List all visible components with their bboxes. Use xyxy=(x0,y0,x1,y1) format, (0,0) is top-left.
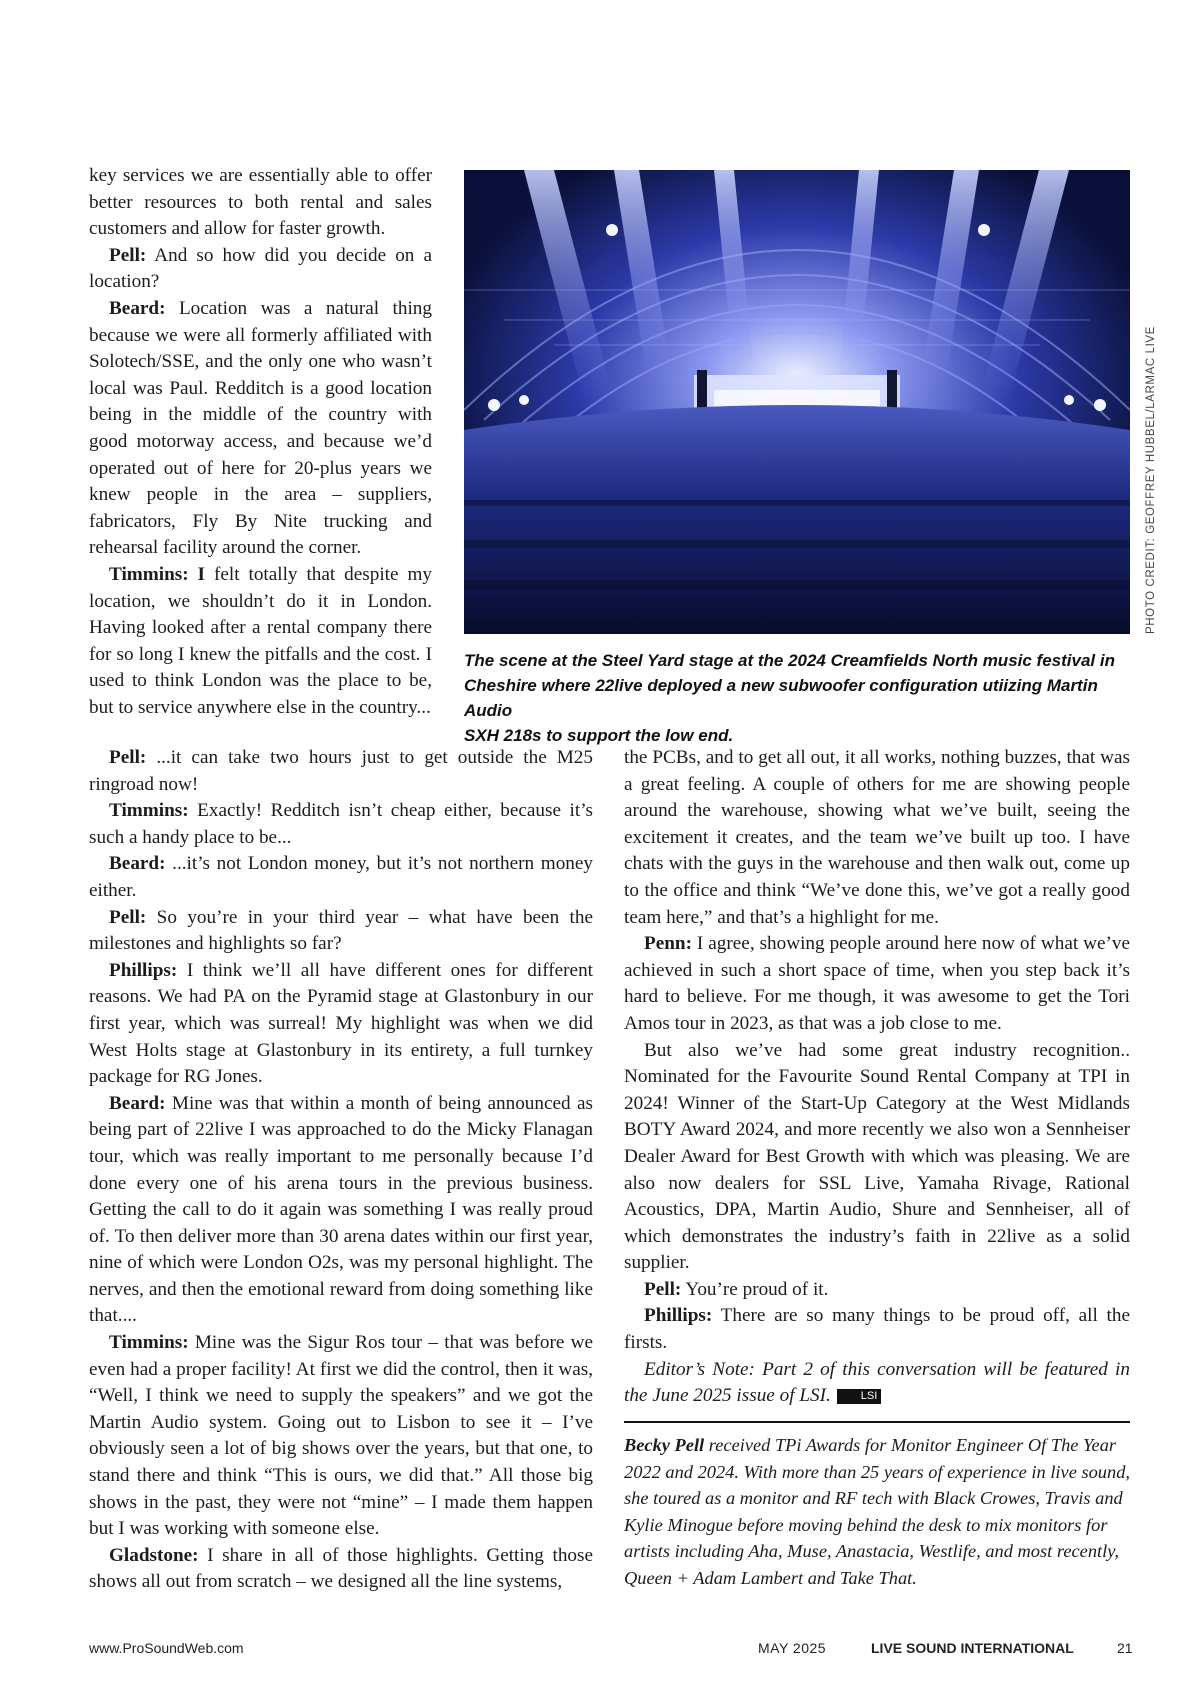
paragraph: Pell: So you’re in your third year – what have been the milestones and highlights so far? xyxy=(89,906,593,955)
footer-date: MAY 2025 xyxy=(758,1640,827,1656)
author-bio: Becky Pell received TPi Awards for Monitor Engineer Of The Year 2022 and 2024. With more than 25 years of experience in live sound, she toured as a monitor and RF tech with Black Crowes, Travis and Kylie Minogue before moving behind the desk to mix monitors for artists including Aha, Muse, Anastacia, Westlife, and most recently, Queen + Adam Lambert and Take That. xyxy=(624,1435,1130,1588)
paragraph: Beard: Location was a natural thing because we were all formerly affiliated with Solotech/SSE, and the only one who wasn’t local was Paul. Redditch is a good location being in the middle of the country with good motorway access, and because we’d operated out of here for 20-plus years we knew people in the area – suppliers, fabricators, Fly By Nite trucking and rehearsal facility around the corner. xyxy=(89,297,432,559)
editors-note: Editor’s Note: Part 2 of this conversation will be featured in the June 2025 issue of LSI. LSI xyxy=(624,1358,1130,1407)
speaker-name: Phillips: xyxy=(109,959,178,981)
caption-line: SXH 218s to support the low end. xyxy=(464,726,734,745)
article-column-left xyxy=(89,745,593,1596)
speaker-name: Beard: xyxy=(109,297,166,319)
article-column-top xyxy=(89,163,432,721)
photo-credit: PHOTO CREDIT: GEOFFREY HUBBEL/LARMAC LIVE xyxy=(1145,326,1157,634)
photo-caption xyxy=(464,648,1132,748)
paragraph: Timmins: I felt totally that despite my location, we shouldn’t do it in London. Having looked after a rental company there for so long I knew the pitfalls and the cost. I used to think London was the place to be, but to service anywhere else in the country... xyxy=(89,563,432,718)
paragraph: Phillips: I think we’ll all have different ones for different reasons. We had PA on the Pyramid stage at Glastonbury in our first year, which was surreal! My highlight was when we did West Holts stage at Glastonbury in its entirety, a full turnkey package for RG Jones. xyxy=(89,959,593,1088)
caption-line: Cheshire where 22live deployed a new subwoofer configuration utiizing Martin Audio xyxy=(464,676,1098,720)
speaker-name: Phillips: xyxy=(644,1305,713,1327)
speaker-name: Timmins: I xyxy=(109,563,206,585)
end-badge: LSI xyxy=(837,1389,882,1404)
paragraph: Penn: I agree, showing people around here now of what we’ve achieved in such a short space of time, when you step back it’s hard to believe. For me though, it was awesome to get the Tori Amos tour in 2023, as that was a job close to me. xyxy=(624,933,1130,1034)
paragraph: Pell: And so how did you decide on a location? xyxy=(89,244,432,293)
paragraph: the PCBs, and to get all out, it all works, nothing buzzes, that was a great feeling. A couple of others for me are showing people around the warehouse, showing what we’ve built, seeing the excitement it creates, and the team we’ve built up too. I have chats with the guys in the warehouse and then walk out, come up to the office and think “We’ve done this, we’ve got a really good team here,” and that’s a highlight for me. xyxy=(624,747,1130,928)
paragraph: Timmins: Exactly! Redditch isn’t cheap either, because it’s such a handy place to be... xyxy=(89,800,593,848)
paragraph: Timmins: Mine was the Sigur Ros tour – that was before we even had a proper facility! At first we did the control, then it was, “Well, I think we need to supply the speakers” and we got the Martin Audio system. Going out to Lisbon to see it – I’ve obviously seen a lot of big shows over the years, but that one, to stand there and think “This is ours, we did that.” All those big shows in the past, they were not “mine” – I made them happen but I was working with someone else. xyxy=(89,1332,593,1540)
paragraph: Phillips: There are so many things to be proud off, all the firsts. xyxy=(624,1305,1130,1354)
speaker-name: Timmins: xyxy=(109,1332,189,1354)
speaker-name: Pell: xyxy=(109,906,147,928)
paragraph: Beard: Mine was that within a month of being announced as being part of 22live I was approached to do the Micky Flanagan tour, which was really important to me personally because I’d done every one of his arena tours in the previous business. Getting the call to do it again was something I was really proud of. To then deliver more than 30 arena dates within our first year, nine of which were London O2s, was my personal highlight. The nerves, and then the emotional reward from doing something like that.... xyxy=(89,1092,593,1327)
paragraph: Pell: ...it can take two hours just to get outside the M25 ringroad now! xyxy=(89,747,593,795)
page-number: 21 xyxy=(1117,1640,1133,1656)
speaker-name: Pell: xyxy=(109,244,147,266)
paragraph: But also we’ve had some great industry recognition.. Nominated for the Favourite Sound Rental Company at TPI in 2024! Winner of the Start-Up Category at the West Midlands BOTY Award 2024, and more recently we also won a Sennheiser Dealer Award for Best Growth with which was pleasing. We are also now dealers for SSL Live, Yamaha Rivage, Rational Acoustics, DPA, Martin Audio, Shure and Sennheiser, all of which demonstrates the industry’s faith in 22live as a solid supplier. xyxy=(624,1039,1130,1274)
article-column-right xyxy=(624,745,1130,1410)
speaker-name: Beard: xyxy=(109,1092,166,1114)
author-name: Becky Pell xyxy=(624,1435,705,1455)
concert-stage-illustration xyxy=(464,170,1130,634)
speaker-name: Pell: xyxy=(644,1278,682,1300)
speaker-name: Timmins: xyxy=(109,800,189,822)
speaker-name: Beard: xyxy=(109,853,166,875)
speaker-name: Penn: xyxy=(644,933,692,955)
concert-photo xyxy=(464,170,1130,634)
paragraph: Beard: ...it’s not London money, but it’s not northern money either. xyxy=(89,853,593,901)
paragraph: Pell: You’re proud of it. xyxy=(644,1278,829,1300)
speaker-name: Gladstone: xyxy=(109,1544,199,1566)
caption-line: The scene at the Steel Yard stage at the 2024 Creamfields North music festival in xyxy=(464,651,1115,670)
bio-divider xyxy=(624,1421,1130,1423)
speaker-name: Pell: xyxy=(109,747,147,768)
paragraph: Gladstone: I share in all of those highlights. Getting those shows all out from scratch – we designed all the line systems, xyxy=(89,1544,593,1593)
paragraph: key services we are essentially able to offer better resources to both rental and sales customers and allow for faster growth. xyxy=(89,165,432,240)
footer-magazine-title: LIVE SOUND INTERNATIONAL xyxy=(871,1640,1074,1656)
footer-url[interactable]: www.ProSoundWeb.com xyxy=(89,1640,244,1656)
